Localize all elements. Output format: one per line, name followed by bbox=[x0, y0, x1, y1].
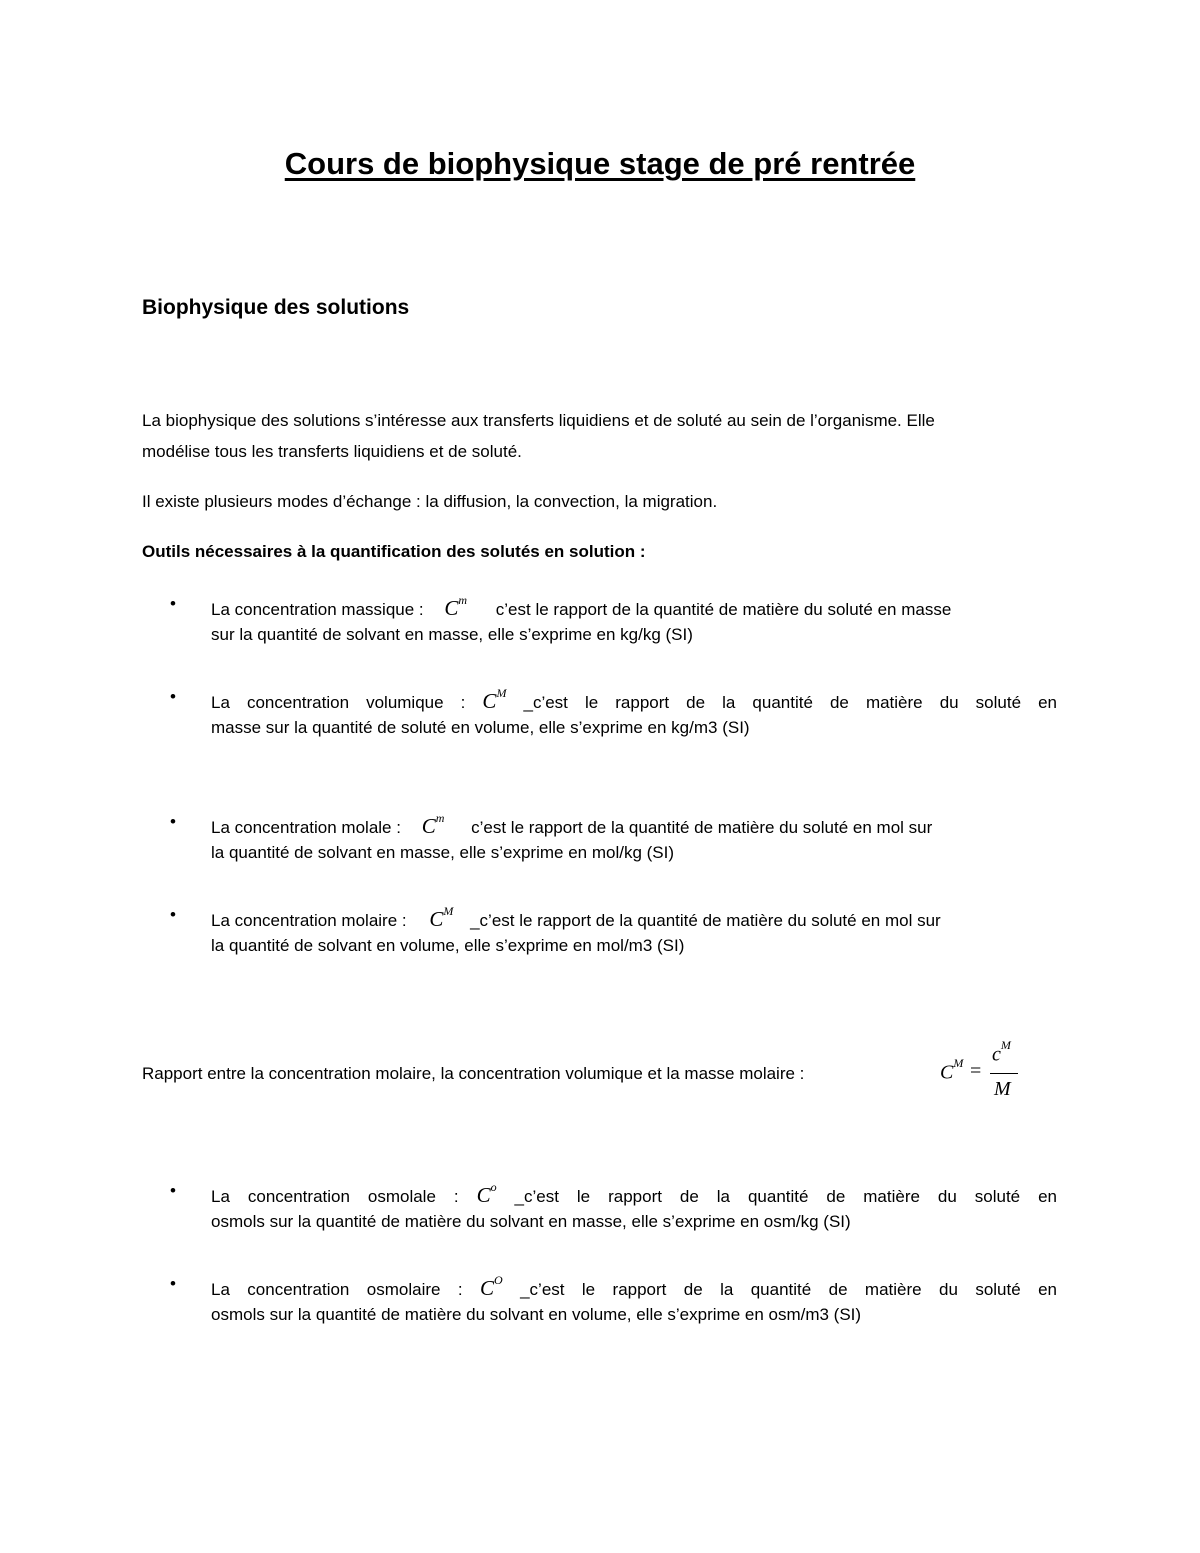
bullet-text-line-1: _c’est le rapport de la quantité de matière du soluté en mol sur bbox=[470, 911, 941, 930]
intro-line-2: modélise tous les transferts liquidiens et de soluté. bbox=[142, 442, 522, 461]
formula-numerator: $c^M$ bbox=[992, 1038, 1011, 1066]
tools-heading: Outils nécessaires à la quantification des solutés en solution : bbox=[142, 542, 646, 561]
bullet-text-line-1: _c’est le rapport de la quantité de matière du soluté en bbox=[523, 693, 1057, 712]
fraction-bar bbox=[990, 1073, 1018, 1074]
bullet-label: La concentration massique : bbox=[211, 600, 424, 619]
bullet-dot-icon: • bbox=[170, 905, 176, 924]
bullet-dot-icon: • bbox=[170, 1274, 176, 1293]
concentration-symbol: $C^M$ bbox=[429, 904, 454, 931]
intro-line-1: La biophysique des solutions s’intéresse aux transferts liquidiens et de soluté au sein de l’organisme. Elle bbox=[142, 411, 935, 430]
bullet-label: La concentration volumique : bbox=[211, 693, 466, 712]
section-heading: Biophysique des solutions bbox=[142, 296, 410, 319]
bullet-text-line-2: la quantité de solvant en masse, elle s’exprime en mol/kg (SI) bbox=[211, 843, 675, 862]
bullet-text-line-2: osmols sur la quantité de matière du solvant en volume, elle s’exprime en osm/m3 (SI) bbox=[211, 1305, 862, 1324]
bullet-label: La concentration molaire : bbox=[211, 911, 407, 930]
bullet-dot-icon: • bbox=[170, 687, 176, 706]
exchange-modes-paragraph: Il existe plusieurs modes d’échange : la diffusion, la convection, la migration. bbox=[142, 492, 718, 511]
intro-paragraph bbox=[142, 405, 1062, 467]
concentration-symbol: $C^M$ bbox=[482, 686, 507, 713]
bullet-text-line-2: masse sur la quantité de soluté en volume, elle s’exprime en kg/m3 (SI) bbox=[211, 718, 750, 737]
bullet-dot-icon: • bbox=[170, 1181, 176, 1200]
concentration-symbol: $C^m$ bbox=[444, 593, 468, 620]
bullet-text-line-2: la quantité de solvant en volume, elle s’exprime en mol/m3 (SI) bbox=[211, 936, 685, 955]
bullet-text-line-1: _c’est le rapport de la quantité de matière du soluté en bbox=[520, 1280, 1057, 1299]
relation-paragraph: Rapport entre la concentration molaire, la concentration volumique et la masse molaire : bbox=[142, 1064, 805, 1083]
concentration-symbol: $C^o$ bbox=[476, 1180, 497, 1207]
page-title: Cours de biophysique stage de pré rentrée bbox=[284, 146, 916, 181]
formula-equals: = bbox=[970, 1060, 982, 1082]
bullet-text-line-2: sur la quantité de solvant en masse, elle s’exprime en kg/kg (SI) bbox=[211, 625, 693, 644]
bullet-text-line-1: _c’est le rapport de la quantité de matière du soluté en bbox=[514, 1187, 1057, 1206]
formula-lhs: $C^M$ bbox=[940, 1056, 964, 1084]
concentration-symbol: $C^m$ bbox=[421, 811, 445, 838]
concentration-symbol: $C^O$ bbox=[480, 1273, 503, 1300]
formula-denominator: M bbox=[994, 1078, 1011, 1100]
bullet-label: La concentration molale : bbox=[211, 818, 401, 837]
bullet-text-line-1: c’est le rapport de la quantité de matière du soluté en mol sur bbox=[471, 818, 933, 837]
bullet-dot-icon: • bbox=[170, 594, 176, 613]
bullet-text-line-2: osmols sur la quantité de matière du solvant en masse, elle s’exprime en osm/kg (SI) bbox=[211, 1212, 851, 1231]
bullet-label: La concentration osmolaire : bbox=[211, 1280, 463, 1299]
bullet-label: La concentration osmolale : bbox=[211, 1187, 459, 1206]
bullet-text-line-1: c’est le rapport de la quantité de matière du soluté en masse bbox=[495, 600, 952, 619]
bullet-dot-icon: • bbox=[170, 812, 176, 831]
